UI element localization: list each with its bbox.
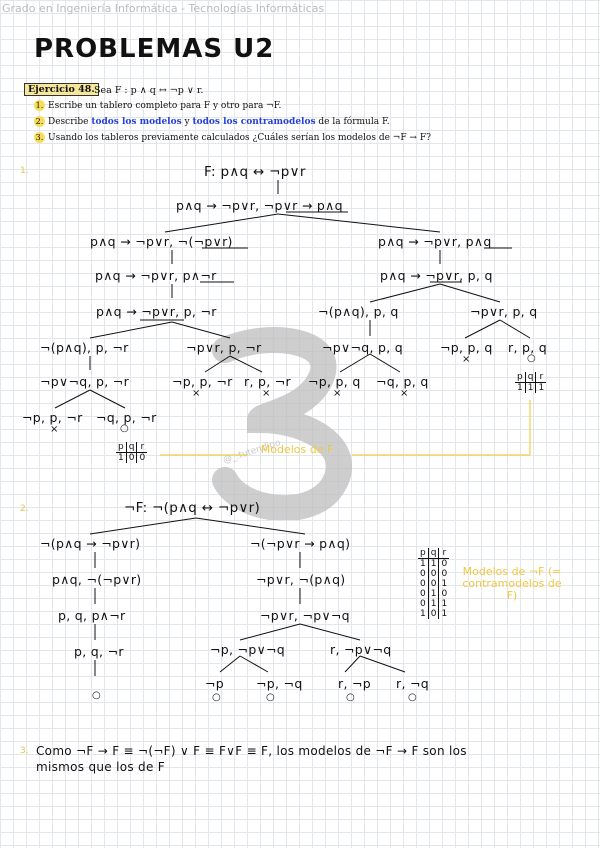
tree1-node: ¬p∨¬q, p, ¬r: [40, 374, 130, 389]
tree1-node: p∧q → ¬p∨r, p, q: [380, 268, 493, 283]
section-3-label: 3.: [20, 746, 29, 756]
closed-branch-mark: ×: [400, 388, 409, 399]
open-branch-mark: ○: [346, 692, 355, 703]
item-highlight-countermodels: todos los contramodelos: [192, 117, 316, 127]
tree2-node: ¬p: [205, 676, 225, 691]
document-header: Grado en Ingeniería Informática - Tecnologías Informáticas: [2, 2, 325, 15]
open-branch-mark: ○: [527, 353, 536, 364]
tree1-node: r, p, ¬r: [244, 374, 291, 389]
item-number: 2.: [35, 117, 44, 126]
item-text: Describe: [48, 117, 92, 127]
tree2-root: ¬F: ¬(p∧q ↔ ¬p∨r): [124, 500, 261, 516]
closed-branch-mark: ×: [333, 388, 342, 399]
item-text: y: [181, 117, 193, 127]
tree1-node: p∧q → ¬p∨r, ¬p∨r → p∧q: [176, 198, 343, 213]
tree2-node: ¬p, ¬q: [256, 676, 303, 691]
tree1-node: ¬p, p, ¬r: [172, 374, 233, 389]
tree2-node: ¬p, ¬p∨¬q: [210, 642, 286, 657]
item-text: Usando los tableros previamente calculados ¿Cuáles serían los modelos de ¬F → F?: [48, 133, 431, 143]
truth-table-right: p q r 1 1 1: [517, 372, 545, 393]
page-title: PROBLEMAS U2: [34, 34, 275, 64]
tree2-node: p, q, p∧¬r: [58, 608, 126, 623]
tree1-node: p∧q → ¬p∨r, ¬(¬p∨r): [90, 234, 233, 249]
tree2-node: ¬p∨r, ¬p∨¬q: [260, 608, 350, 623]
tree2-node: ¬(p∧q → ¬p∨r): [40, 536, 141, 551]
item-text: de la fórmula F.: [315, 117, 390, 127]
tree1-node: ¬p, p, ¬r: [22, 410, 83, 425]
item-number: 3.: [35, 133, 44, 142]
models-of-F-note: Modelos de F: [260, 443, 334, 456]
tree2-node: ¬(¬p∨r → p∧q): [250, 536, 351, 551]
watermark-text: @_.tutendipo: [221, 438, 282, 466]
tree1-node: ¬(p∧q), p, ¬r: [40, 340, 129, 355]
models-of-negF-note: Modelos de ¬F (= contramodelos de F): [462, 565, 562, 602]
tree2-node: ¬p∨r, ¬(p∧q): [256, 572, 346, 587]
item-number: 1.: [35, 101, 44, 110]
tree2-node: p∧q, ¬(¬p∨r): [52, 572, 142, 587]
exercise-statement: Sea F : p ∧ q ↔ ¬p ∨ r.: [94, 85, 204, 96]
closed-branch-mark: ×: [192, 388, 201, 399]
tree1-node: ¬p, p, q: [440, 340, 493, 355]
section-1-label: 1.: [20, 166, 29, 176]
tree1-node: ¬(p∧q), p, q: [318, 304, 399, 319]
tree2-node: r, ¬q: [396, 676, 429, 691]
conclusion-line-2: mismos que los de F: [36, 760, 165, 774]
tree1-node: ¬p∨¬q, p, q: [322, 340, 404, 355]
tree1-node: p∧q → ¬p∨r, p∧q: [378, 234, 492, 249]
open-branch-mark: ○: [92, 690, 101, 701]
open-branch-mark: ○: [408, 692, 417, 703]
open-branch-mark: ○: [212, 692, 221, 703]
closed-branch-mark: ×: [50, 424, 59, 435]
tree1-node: p∧q → ¬p∨r, p, ¬r: [96, 304, 217, 319]
tree1-node: ¬p∨r, p, ¬r: [186, 340, 262, 355]
tree1-root: F: p∧q ↔ ¬p∨r: [204, 164, 306, 180]
exercise-label: Ejercicio 48.: [24, 83, 99, 96]
item-text: Escribe un tablero completo para F y otro para ¬F.: [48, 101, 282, 111]
truth-table-negF: p q r 1 1 0 0 0 0 0 0 1 0 1 0 0 1 1 1 0 1: [420, 548, 448, 619]
tree1-node: p∧q → ¬p∨r, p∧¬r: [95, 268, 217, 283]
open-branch-mark: ○: [266, 692, 275, 703]
tree1-node: ¬q, p, q: [376, 374, 429, 389]
closed-branch-mark: ×: [462, 354, 471, 365]
open-branch-mark: ○: [120, 423, 129, 434]
tree1-node: ¬p, p, q: [308, 374, 361, 389]
tree2-node: p, q, ¬r: [74, 644, 124, 659]
section-2-label: 2.: [20, 504, 29, 514]
tree1-node: ¬q, p, ¬r: [96, 410, 157, 425]
tree1-node: ¬p∨r, p, q: [470, 304, 538, 319]
closed-branch-mark: ×: [262, 388, 271, 399]
item-highlight-models: todos los modelos: [91, 117, 182, 127]
tree1-node: r, p, q: [508, 340, 548, 355]
conclusion-line-1: Como ¬F → F ≡ ¬(¬F) ∨ F ≡ F∨F ≡ F, los modelos de ¬F → F son los: [36, 744, 467, 758]
tree2-node: r, ¬p: [338, 676, 371, 691]
truth-table-left: p q r 1 0 0: [118, 442, 146, 463]
tree2-node: r, ¬p∨¬q: [330, 642, 392, 657]
